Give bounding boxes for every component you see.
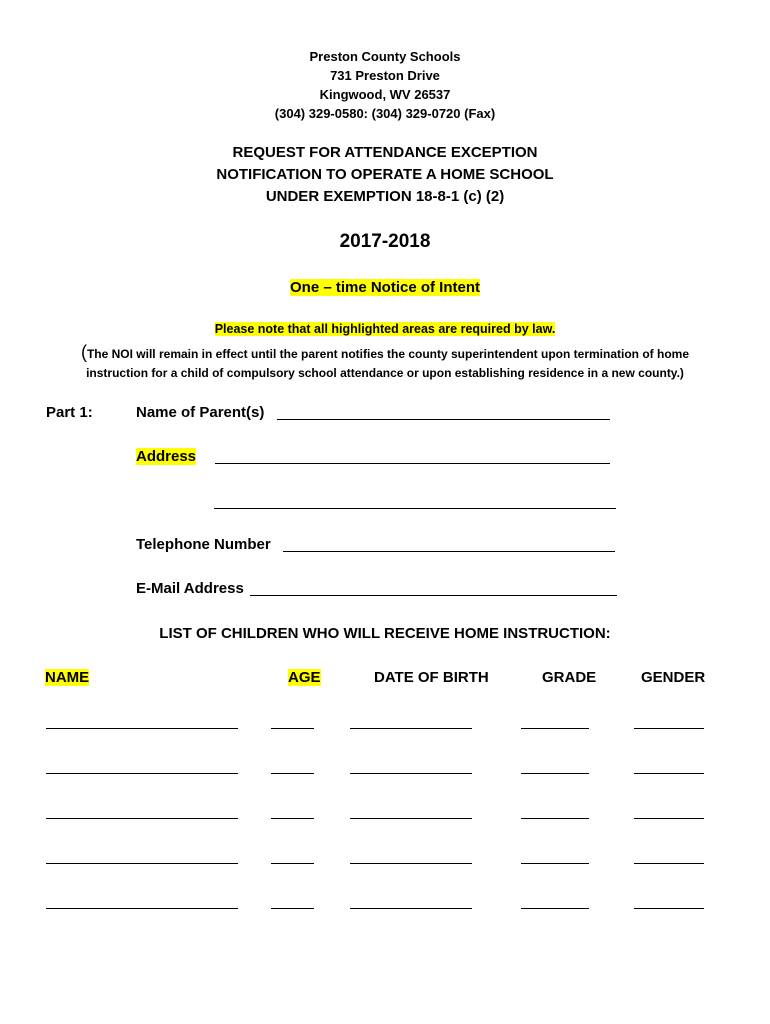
child-dob-field[interactable] xyxy=(350,818,472,819)
column-header-gender: GENDER xyxy=(641,669,706,686)
column-header-age xyxy=(288,669,321,686)
school-phone: (304) 329-0580: (304) 329-0720 (Fax) xyxy=(274,106,496,121)
child-gender-field[interactable] xyxy=(634,863,704,864)
child-age-field[interactable] xyxy=(271,728,314,729)
effect-note-line-2: instruction for a child of compulsory school attendance or upon establishing residence in a new county.) xyxy=(86,366,684,380)
parent-name-field[interactable] xyxy=(277,419,610,420)
column-header-name xyxy=(45,669,89,686)
children-list-heading: LIST OF CHILDREN WHO WILL RECEIVE HOME INSTRUCTION: xyxy=(159,625,611,642)
child-grade-field[interactable] xyxy=(521,773,589,774)
email-label: E-Mail Address xyxy=(136,580,244,597)
child-age-field[interactable] xyxy=(271,908,314,909)
email-field[interactable] xyxy=(250,595,617,596)
school-street: 731 Preston Drive xyxy=(330,68,440,83)
title-line-1: REQUEST FOR ATTENDANCE EXCEPTION xyxy=(232,144,538,161)
child-gender-field[interactable] xyxy=(634,908,704,909)
parent-name-label: Name of Parent(s) xyxy=(136,404,265,421)
column-header-dob: DATE OF BIRTH xyxy=(374,669,489,686)
child-name-field[interactable] xyxy=(46,728,238,729)
title-line-3: UNDER EXEMPTION 18-8-1 (c) (2) xyxy=(265,188,505,205)
title-line-2: NOTIFICATION TO OPERATE A HOME SCHOOL xyxy=(216,166,554,183)
child-dob-field[interactable] xyxy=(350,863,472,864)
child-grade-field[interactable] xyxy=(521,728,589,729)
school-year: 2017-2018 xyxy=(339,231,431,252)
telephone-field[interactable] xyxy=(283,551,615,552)
column-header-name-text: NAME xyxy=(45,669,90,686)
school-city: Kingwood, WV 26537 xyxy=(319,87,451,102)
address-label-text: Address xyxy=(136,448,197,465)
child-dob-field[interactable] xyxy=(350,773,472,774)
child-name-field[interactable] xyxy=(46,908,238,909)
column-header-grade: GRADE xyxy=(542,669,597,686)
child-grade-field[interactable] xyxy=(521,863,589,864)
child-gender-field[interactable] xyxy=(634,728,704,729)
child-age-field[interactable] xyxy=(271,818,314,819)
child-gender-field[interactable] xyxy=(634,818,704,819)
effect-note-line-1: The NOI will remain in effect until the parent notifies the county superintendent upon termination of home xyxy=(86,347,690,361)
telephone-label: Telephone Number xyxy=(136,536,271,553)
child-age-field[interactable] xyxy=(271,863,314,864)
child-gender-field[interactable] xyxy=(634,773,704,774)
child-age-field[interactable] xyxy=(271,773,314,774)
effect-note xyxy=(0,343,770,383)
effect-note-open-paren: ( xyxy=(80,342,87,362)
part-1-label: Part 1: xyxy=(46,404,93,421)
child-grade-field[interactable] xyxy=(521,818,589,819)
child-name-field[interactable] xyxy=(46,773,238,774)
address-field-line-2[interactable] xyxy=(214,508,616,509)
address-label xyxy=(136,448,196,465)
school-name: Preston County Schools xyxy=(309,49,461,64)
notice-of-intent-heading xyxy=(0,279,770,296)
child-name-field[interactable] xyxy=(46,863,238,864)
school-address-block xyxy=(0,47,770,123)
column-header-age-text: AGE xyxy=(288,669,321,686)
required-note xyxy=(0,322,770,336)
child-dob-field[interactable] xyxy=(350,728,472,729)
address-field-line-1[interactable] xyxy=(215,463,610,464)
child-grade-field[interactable] xyxy=(521,908,589,909)
child-dob-field[interactable] xyxy=(350,908,472,909)
notice-of-intent-text: One – time Notice of Intent xyxy=(289,279,481,296)
form-title xyxy=(0,142,770,208)
child-name-field[interactable] xyxy=(46,818,238,819)
required-note-text: Please note that all highlighted areas are required by law. xyxy=(214,322,556,336)
